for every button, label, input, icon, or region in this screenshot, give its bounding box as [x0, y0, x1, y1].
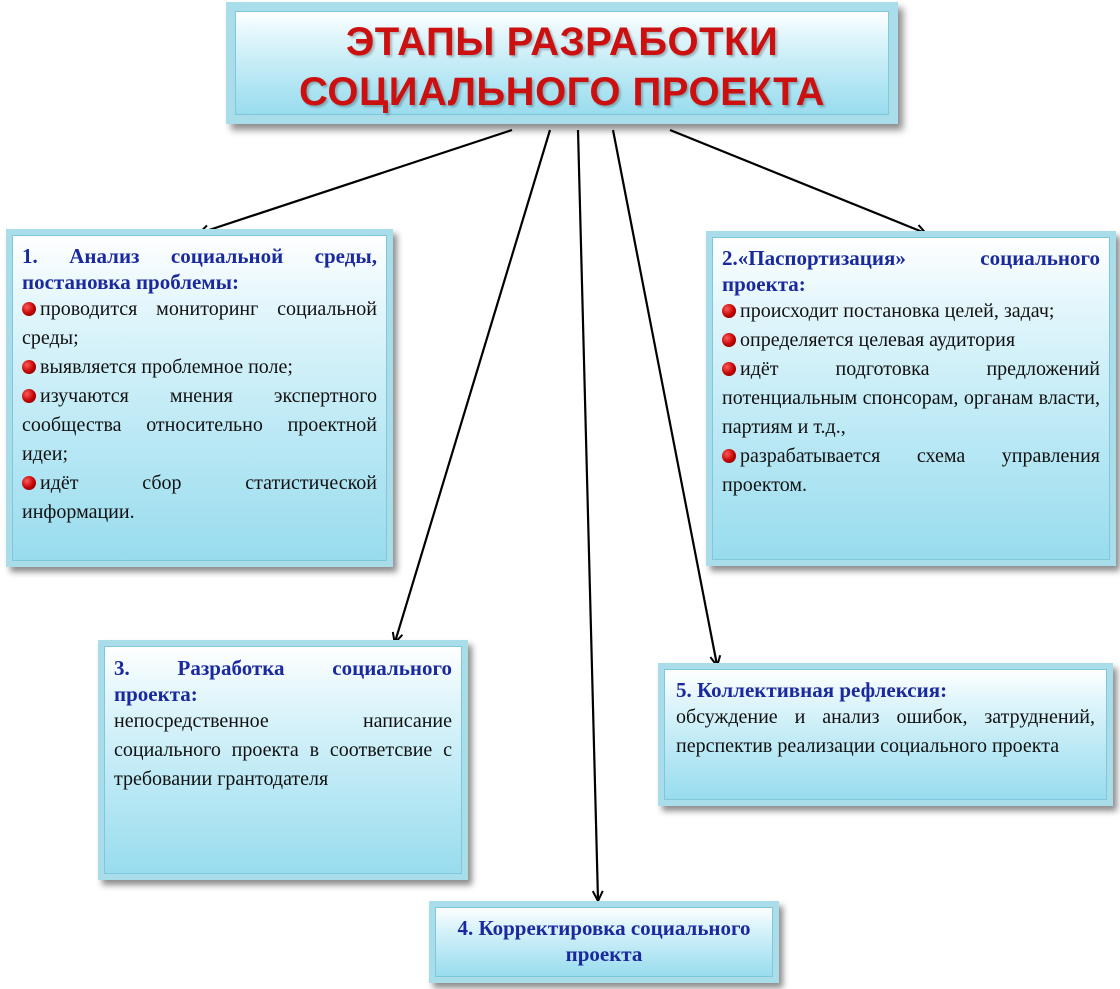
list-item — [722, 297, 1100, 326]
stage-4-box — [429, 901, 779, 983]
stage-4-heading: 4. Корректировка социального проекта — [457, 916, 751, 966]
item-text: идёт сбор статистической информации. — [22, 472, 377, 523]
title-line-2: СОЦИАЛЬНОГО ПРОЕКТА — [299, 70, 825, 114]
bullet-icon — [722, 304, 736, 318]
arrow-to-stage4 — [578, 130, 598, 900]
stage-5-text: обсуждение и анализ ошибок, затруднений, перспектив реализации социального проекта — [676, 706, 1095, 757]
bullet-icon — [22, 476, 36, 490]
stage-1-heading: 1. Анализ социальной среды, постановка проблемы: — [22, 244, 377, 294]
stage-2-heading: 2.«Паспортизация» социального проекта: — [722, 246, 1100, 296]
item-text: идёт подготовка предложений потенциальным спонсорам, органам власти, партиям и т.д., — [722, 358, 1100, 438]
list-item — [22, 469, 377, 527]
arrow-to-stage3 — [395, 130, 550, 642]
stage-3-heading: 3. Разработка социального проекта: — [114, 656, 452, 706]
item-text: изучаются мнения экспертного сообщества относительно проектной идеи; — [22, 385, 377, 465]
item-text: определяется целевая аудитория — [740, 329, 1016, 351]
list-item — [22, 295, 377, 353]
bullet-icon — [22, 360, 36, 374]
list-item — [722, 355, 1100, 442]
list-item — [22, 382, 377, 469]
list-item — [22, 353, 377, 382]
bullet-icon — [722, 333, 736, 347]
item-text: выявляется проблемное поле; — [40, 356, 293, 378]
list-item — [722, 442, 1100, 500]
stage-5-heading: 5. Коллективная рефлексия: — [676, 678, 948, 702]
stage-2-list — [722, 297, 1100, 500]
item-text: происходит постановка целей, задач; — [740, 300, 1055, 322]
bullet-icon — [722, 449, 736, 463]
stage-1-box — [6, 229, 393, 567]
arrow-to-stage2 — [670, 130, 925, 233]
item-text: проводится мониторинг социальной среды; — [22, 298, 377, 349]
arrow-to-stage1 — [200, 130, 512, 233]
stage-3-box — [98, 640, 468, 880]
stage-2-box — [706, 231, 1116, 566]
bullet-icon — [722, 362, 736, 376]
bullet-icon — [22, 389, 36, 403]
title-box — [226, 2, 898, 124]
bullet-icon — [22, 302, 36, 316]
item-text: разрабатывается схема управления проектом. — [722, 445, 1100, 496]
arrow-to-stage5 — [613, 130, 717, 665]
stage-5-box — [658, 663, 1113, 806]
title-line-1: ЭТАПЫ РАЗРАБОТКИ — [345, 20, 779, 64]
list-item — [722, 326, 1100, 355]
stage-1-list — [22, 295, 377, 527]
stage-3-text: непосредственное написание социального проекта в соответсвие с требовании грантодателя — [114, 710, 452, 790]
